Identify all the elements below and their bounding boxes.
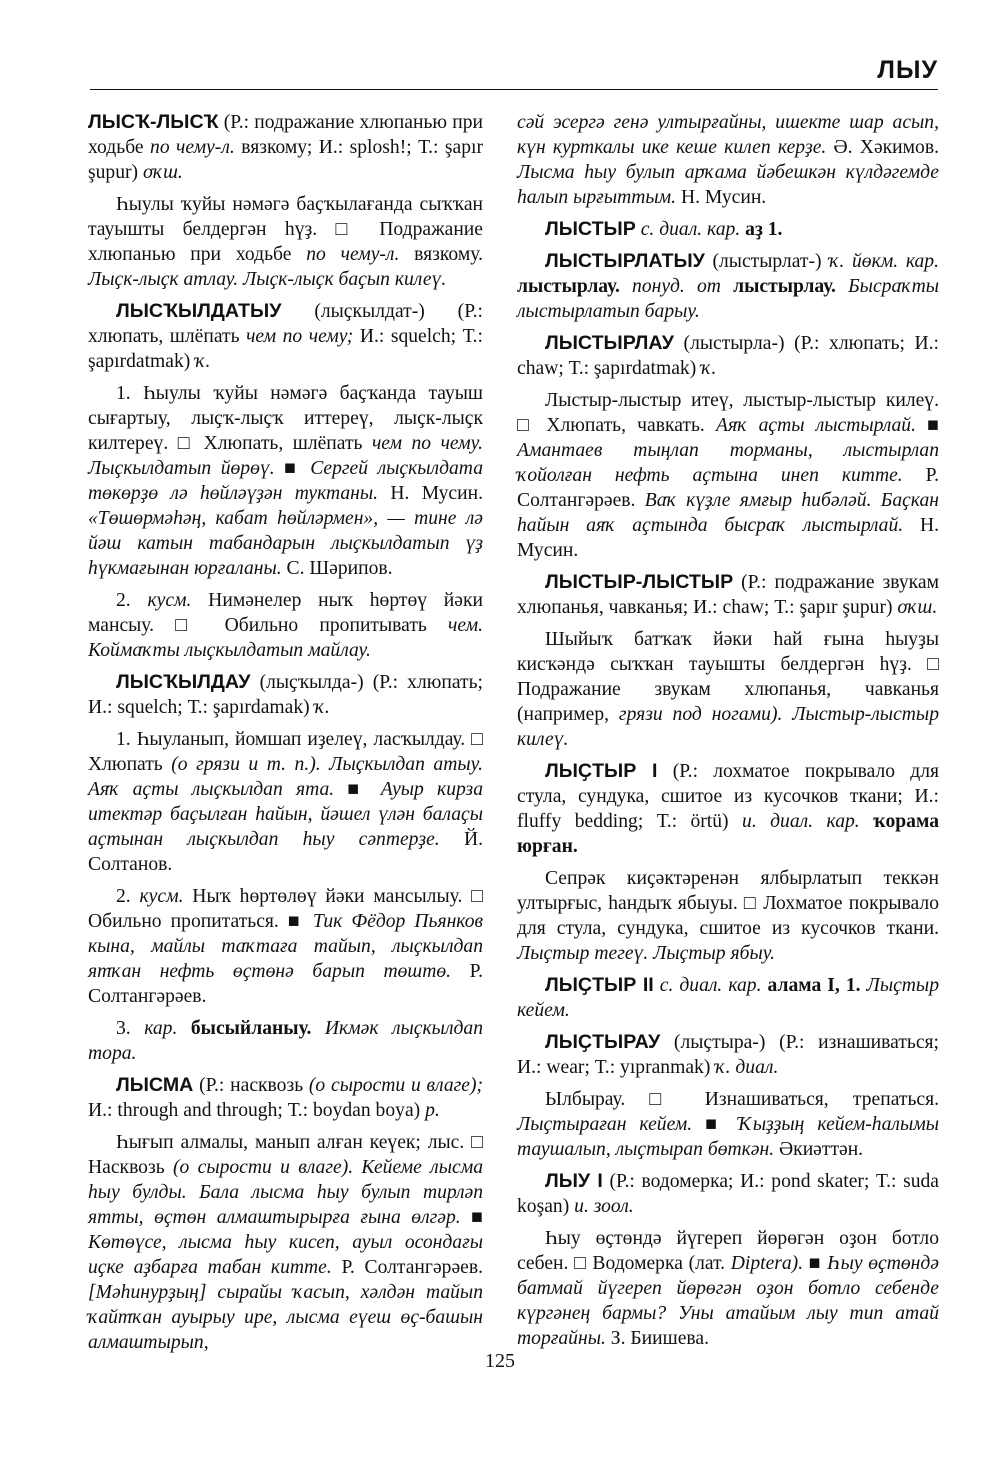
sense-paragraph: 3. кар. бысыйланыу. Икмәк лыҫкылдап тора. bbox=[88, 1018, 483, 1064]
page-number: 125 bbox=[485, 1350, 515, 1372]
definition-paragraph: Лыстыр-лыстыр итеү, лыстыр-лыстыр килеү. □ Хлюпать, чавкать. Аяҡ аҫты лыстырлай. ■ Амантаев тыңлап торманы, лыстырлап ҡойолған нефть аҫтына инеп китте. Р. Солтангәрәев. Ваҡ күҙле ямғыр һибәләй. Баҫкан һайын аяҡ аҫтында бысраҡ лыстырлай. Н. Мусин. bbox=[517, 390, 940, 561]
definition-paragraph: Һыу өҫтөндә йүгереп йөрөгән оҙон ботло себен. □ Водомерка (лат. Diptera). ■ Һыу өҫтөндә батмай йүгереп йөрөгән оҙон ботло себенде күргәнең бармы? Уны атайым лыу тип атай торғайны. З. Биишева. bbox=[517, 1228, 939, 1349]
sense-paragraph: 1. Һыуланып, йомшап иҙелеү, ласҡылдау. □ Хлюпать (о грязи и т. п.). Лыҫкылдап атыу. Аяҡ аҫты лыҫкылдап ята. ■ Ауыр кирза итектәр баҫылған һайын, йәшел үлән балаҫы аҫтынан лыҫкылдап һыу сәптерҙе. Й. Солтанов. bbox=[88, 729, 484, 875]
entry-lyskyldatyu: ЛЫСҠЫЛДАТЫУ (лыҫкылдат-) (Р.: хлюпать, шлёпать чем по чему; И.: squelch; Т.: şapırdatmak) ҡ. bbox=[88, 300, 483, 372]
entry-lyskyldau: ЛЫСҠЫЛДАУ (лыҫҡылда-) (Р.: хлюпать; И.: squelch; Т.: şapırdamak) ҡ. bbox=[88, 671, 483, 718]
header-rule bbox=[90, 89, 938, 90]
entry-lystyr: ЛЫСТЫР с. диал. кар. аҙ 1. bbox=[545, 218, 783, 240]
running-head: ЛЫУ bbox=[877, 56, 938, 84]
entry-lystyrau: ЛЫҪТЫРАУ (лыҫтыра-) (Р.: изнашиваться; И.: wear; Т.: yıpranmak) ҡ. диал. bbox=[517, 1031, 939, 1078]
left-column bbox=[88, 110, 483, 1362]
definition-paragraph: Ылбырау. □ Изнашиваться, трепаться. Лыҫтыраған кейем. ■ Ҡыҙҙың кейем-һалымы таушалып, лыҫтырап бөткән. Әкиәттән. bbox=[517, 1089, 939, 1160]
entry-lystyrlau: ЛЫСТЫРЛАУ (лыстырла-) (Р.: хлюпать; И.: chaw; Т.: şapırdatmak) ҡ. bbox=[517, 332, 939, 379]
sense-paragraph: 2. кусм. Ныҡ һөртөлөү йәки мансылыу. □ Обильно пропитаться. ■ Тик Фёдор Пьянков кына, майлы таҡтаға тайып, лыҫкылдап ятҡан нефть өҫтөнә барып төштө. Р. Солтангәрәев. bbox=[88, 886, 484, 1007]
entry-lysma: ЛЫСМА (Р.: насквозь (о сырости и влаге); И.: through and through; Т.: boydan boya) р. bbox=[88, 1074, 484, 1121]
continuation-paragraph: сәй эсергә генә ултырғайны, ишекте шар асып, күн курткалы ике кеше килеп керҙе. Ә. Хәкимов. Лысма һыу булып арҡама йәбешкән күлдәгемде һалып ырғыттым. Н. Мусин. bbox=[517, 112, 940, 208]
entry-lysk-lysk: ЛЫСҠ-ЛЫСҠ (Р.: подражание хлюпанью при ходьбе по чему-л. вязкому; И.: splosh!; Т.: şapır şupur) оҡш. bbox=[88, 111, 483, 183]
definition-paragraph: Һығып алмалы, манып алған кеүек; лыс. □ Насквозь (о сырости и влаге). Кейеме лысма һыу булды. Бала лысма һыу булып тирләп ятты, өҫтөн алмаштырырға ғына өлгәр. ■ Көтөүсе, лысма һыу кисеп, ауыл осондағы иҫке аҙбарға табан китте. Р. Солтангәрәев. [Мәһинурҙың] сырайы ҡасып, хәлдән тайып ҡайтҡан ауырыу ире, лысма еүеш өҫ-башын алмаштырып, bbox=[88, 1132, 483, 1353]
sense-paragraph: 2. кусм. Нимәнелер ныҡ һөртөү йәки мансыу. □ Обильно пропитывать чем. Коймаҡты лыҫкылдатып майлау. bbox=[88, 590, 483, 661]
definition-paragraph: Сепрәк киҫәктәренән ялбырлатып теккән ултырғыс, һандыҡ ябыуы. □ Лохматое покрывало для стула, сундука, сшитое из кусочков ткани. Лыҫтыр тегеү. Лыҫтыр ябыу. bbox=[517, 868, 939, 964]
entry-lyu-1: ЛЫУ I (Р.: водомерка; И.: pond skater; Т.: suda koşan) и. зоол. bbox=[517, 1170, 939, 1217]
definition-paragraph: Шыйыҡ батҡаҡ йәки һай ғына һыуҙы кисҡәндә сыҡҡан тауышты белдергән һүҙ. □ Подражание звукам хлюпанья, чавканья (например, грязи под ногами). Лыстыр-лыстыр килеү. bbox=[517, 629, 939, 750]
entry-lystyr-2: ЛЫҪТЫР II с. диал. кар. алама I, 1. Лыҫтыр кейем. bbox=[517, 974, 939, 1021]
entry-lystyr-lystyr: ЛЫСТЫР-ЛЫСТЫР (Р.: подражание звукам хлюпанья, чавканья; И.: chaw; Т.: şapır şupur) оҡш. bbox=[517, 571, 939, 618]
sense-paragraph: 1. Һыулы ҡуйы нәмәгә баҫҡанда тауыш сығартыу, лыҫҡ-лыҫҡ иттереү, лыҫк-лыҫк килтереү. □ Хлюпать, шлёпать чем по чему. Лыҫкылдатып йөрөү. ■ Сергей лыҫкылдата төкөрҙө лә һөйләүҙән туктаны. Н. Мусин. «Төшөрмәһәң, кабат һөйләрмен», — тине лә йәш катын табандарын лыҫкылдатып үҙ һүкмағынан юрғаланы. С. Шәрипов. bbox=[88, 383, 483, 579]
definition-paragraph: Һыулы ҡуйы нәмәгә баҫҡылағанда сыҡҡан тауышты белдергән һүҙ. □ Подражание хлюпанью при ходьбе по чему-л. вязкому. Лыҫк-лыҫк атлау. Лыҫк-лыҫк баҫып килеү. bbox=[88, 194, 483, 290]
entry-lystyr-1: ЛЫҪТЫР I (Р.: лохматое покрывало для стула, сундука, сшитое из кусочков ткани; И.: fluffy bedding; Т.: örtü) и. диал. кар. ҡорама юрған. bbox=[517, 760, 939, 857]
right-column bbox=[517, 110, 939, 1358]
entry-lystyrlatyu: ЛЫСТЫРЛАТЫУ (лыстырлат-) ҡ. йөкм. кар. лыстырлау. понуд. от лыстырлау. Бысраҡты лыстырлатып барыу. bbox=[517, 250, 939, 322]
